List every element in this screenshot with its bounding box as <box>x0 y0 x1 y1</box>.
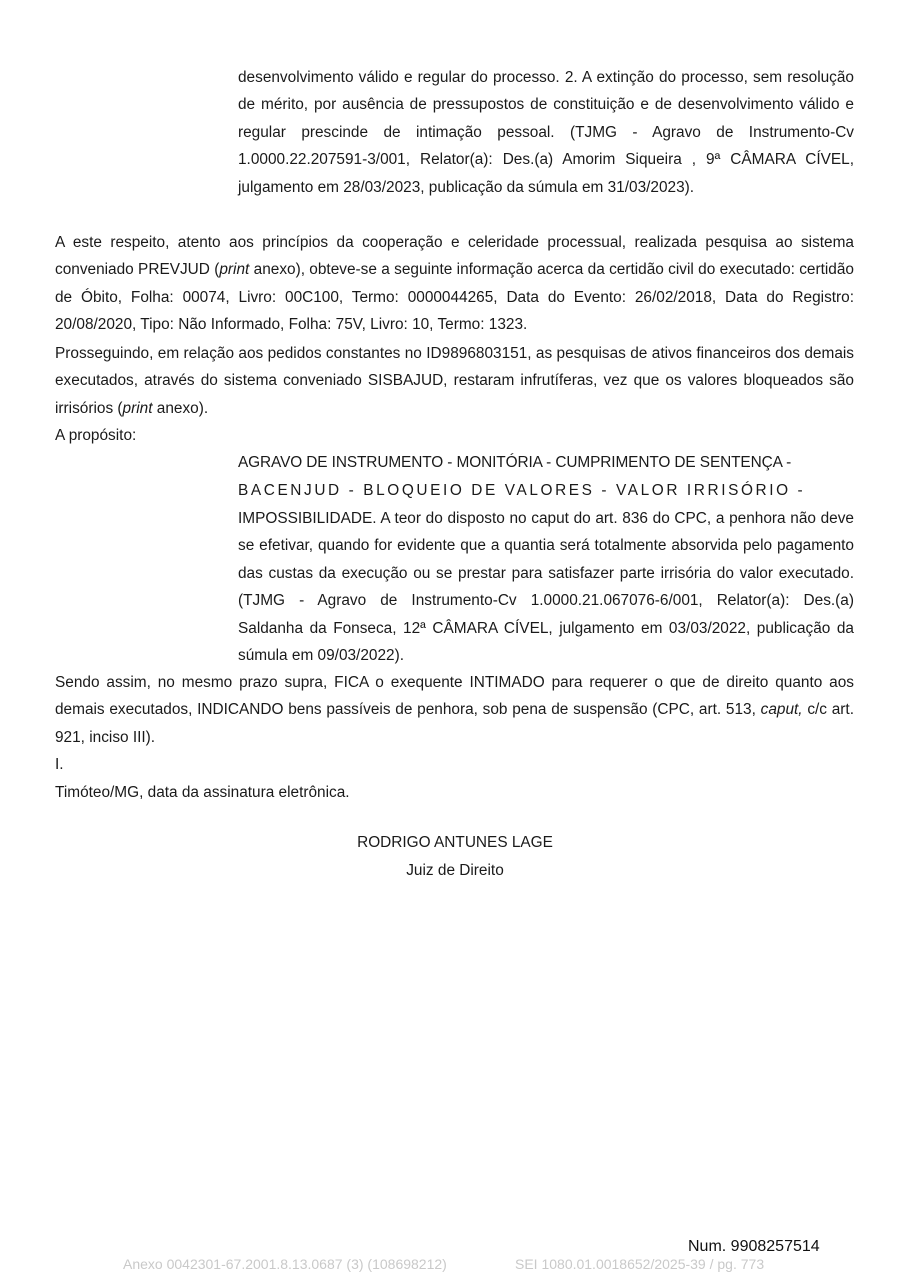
paragraph-sisbajud-italic: print <box>122 399 153 417</box>
item-i: I. <box>55 756 64 773</box>
footer-annex-reference: Anexo 0042301-67.2001.8.13.0687 (3) (108698212) <box>123 1256 447 1272</box>
quote-jurisprudence-1: desenvolvimento válido e regular do processo. 2. A extinção do processo, sem resolução de mérito, por ausência de pressupostos de constituição e de desenvolvimento válido e regular prescinde de intimação pessoal. (TJMG - Agravo de Instrumento-Cv 1.0000.22.207591-3/001, Relator(a): Des.(a) Amorim Siqueira , 9ª CÂMARA CÍVEL, julgamento em 28/03/2023, publicação da súmula em 31/03/2023). <box>238 69 854 196</box>
paragraph-prevjud-italic: print <box>219 261 250 279</box>
paragraph-intimacao <box>55 669 854 751</box>
paragraph-intimacao-text-2: c/c art. 921, inciso III). <box>55 701 854 746</box>
quote-2-rest: IMPOSSIBILIDADE. A teor do disposto no caput do art. 836 do CPC, a penhora não deve se efetivar, quando for evidente que a quantia será totalmente absorvida pelo pagamento das custas da execução ou se prestar para satisfazer parte irrisória do valor executado. (TJMG - Agravo de Instrumento-Cv 1.0000.21.067076-6/001, Relator(a): Des.(a) Saldanha da Fonseca, 12ª CÂMARA CÍVEL, julgamento em 03/03/2022, publicação da súmula em 09/03/2022). <box>238 510 854 665</box>
footer-sei-reference: SEI 1080.01.0018652/2025-39 / pg. 773 <box>515 1256 765 1272</box>
paragraph-prevjud <box>55 229 854 339</box>
quote-2-line-1: AGRAVO DE INSTRUMENTO - MONITÓRIA - CUMPRIMENTO DE SENTENÇA - <box>238 454 792 471</box>
paragraph-sisbajud-text-2: anexo). <box>152 399 209 417</box>
signature-title: Juiz de Direito <box>406 862 504 879</box>
signature-name: RODRIGO ANTUNES LAGE <box>357 834 553 851</box>
quote-2-line-2: BACENJUD - BLOQUEIO DE VALORES - VALOR IRRISÓRIO - <box>238 482 806 499</box>
location-date: Timóteo/MG, data da assinatura eletrônica. <box>55 784 350 801</box>
paragraph-intimacao-italic: caput, <box>760 701 803 719</box>
document-number: Num. 9908257514 <box>688 1238 820 1255</box>
paragraph-prevjud-text-1: A este respeito, atento aos princípios da cooperação e celeridade processual, realizada pesquisa ao sistema conveniado PREVJUD ( <box>55 234 854 279</box>
paragraph-intimacao-text-1: Sendo assim, no mesmo prazo supra, FICA o exequente INTIMADO para requerer o que de direito quanto aos demais executados, INDICANDO bens passíveis de penhora, sob pena de suspensão (CPC, art. 513, <box>55 674 854 719</box>
paragraph-prevjud-text-2: anexo), obteve-se a seguinte informação acerca da certidão civil do executado: certidão de Óbito, Folha: 00074, Livro: 00C100, Termo: 0000044265, Data do Evento: 26/02/2018, Data do Registro: 20/08/2020, Tipo: Não Informado, Folha: 75V, Livro: 10, Termo: 1323. <box>55 261 854 334</box>
a-proposito-label: A propósito: <box>55 427 137 444</box>
paragraph-sisbajud-text-1: Prosseguindo, em relação aos pedidos constantes no ID9896803151, as pesquisas de ativos financeiros dos demais executados, através do sistema conveniado SISBAJUD, restaram infrutíferas, vez que os valores bloqueados são irrisórios ( <box>55 345 854 417</box>
paragraph-sisbajud <box>55 340 854 422</box>
